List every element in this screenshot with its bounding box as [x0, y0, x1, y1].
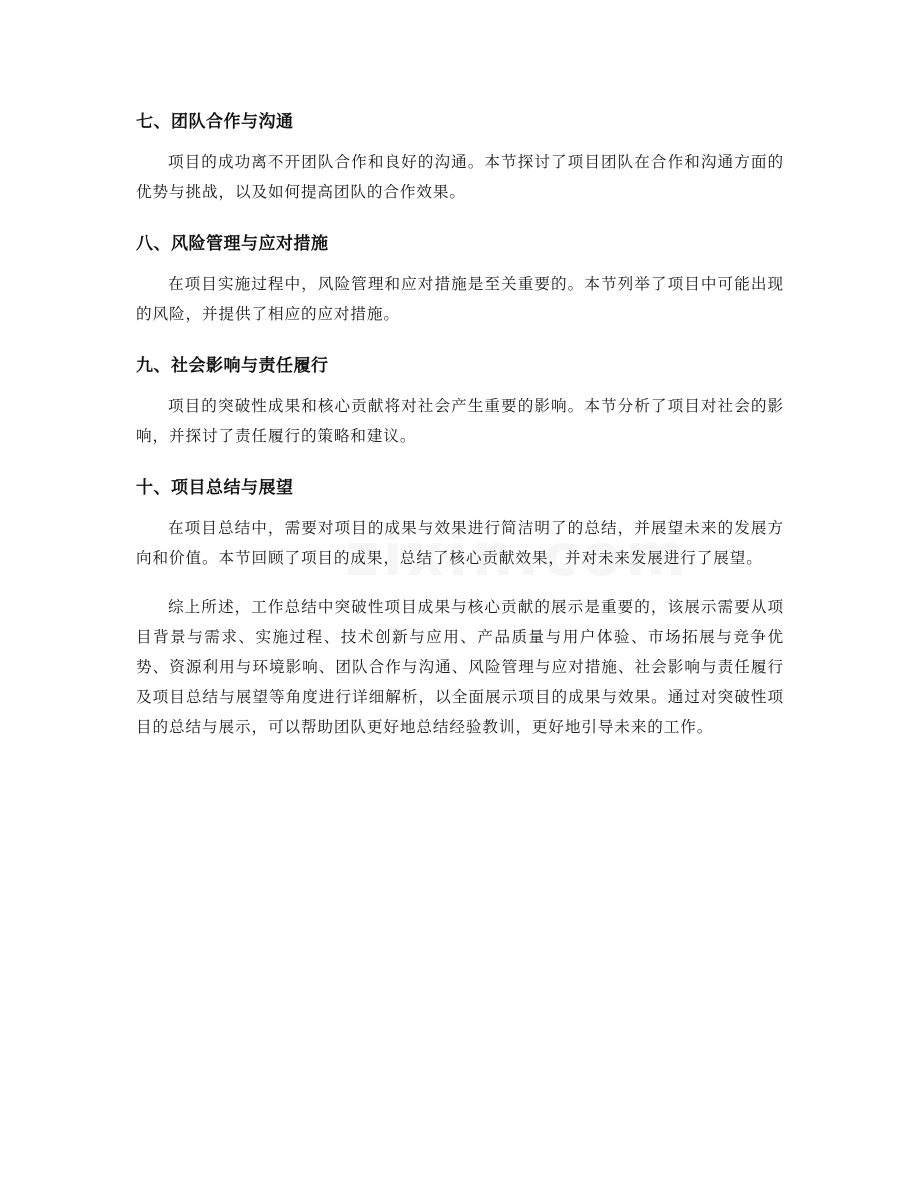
section-heading: 九、社会影响与责任履行	[136, 356, 329, 376]
section-7	[136, 104, 784, 207]
section-paragraph: 项目的成功离不开团队合作和良好的沟通。本节探讨了项目团队在合作和沟通方面的优势与挑战，以及如何提高团队的合作效果。	[136, 153, 784, 201]
section-paragraph: 项目的突破性成果和核心贡献将对社会产生重要的影响。本节分析了项目对社会的影响，并探讨了责任履行的策略和建议。	[136, 397, 784, 445]
conclusion-paragraph: 综上所述，工作总结中突破性项目成果与核心贡献的展示是重要的，该展示需要从项目背景与需求、实施过程、技术创新与应用、产品质量与用户体验、市场拓展与竞争优势、资源利用与环境影响、团队合作与沟通、风险管理与应对措施、社会影响与责任履行及项目总结与展望等角度进行详细解析，以全面展示项目的成果与效果。通过对突破性项目的总结与展示，可以帮助团队更好地总结经验教训，更好地引导未来的工作。	[136, 598, 784, 736]
section-heading: 八、风险管理与应对措施	[136, 234, 329, 254]
section-paragraph: 在项目实施过程中，风险管理和应对措施是至关重要的。本节列举了项目中可能出现的风险，并提供了相应的应对措施。	[136, 275, 784, 323]
section-8	[136, 226, 784, 329]
section-9	[136, 348, 784, 451]
section-heading: 十、项目总结与展望	[136, 478, 294, 498]
section-paragraph: 在项目总结中，需要对项目的成果与效果进行简洁明了的总结，并展望未来的发展方向和价值。本节回顾了项目的成果，总结了核心贡献效果，并对未来发展进行了展望。	[136, 519, 784, 567]
section-heading: 七、团队合作与沟通	[136, 112, 294, 132]
section-10	[136, 470, 784, 573]
document-content	[136, 104, 784, 742]
